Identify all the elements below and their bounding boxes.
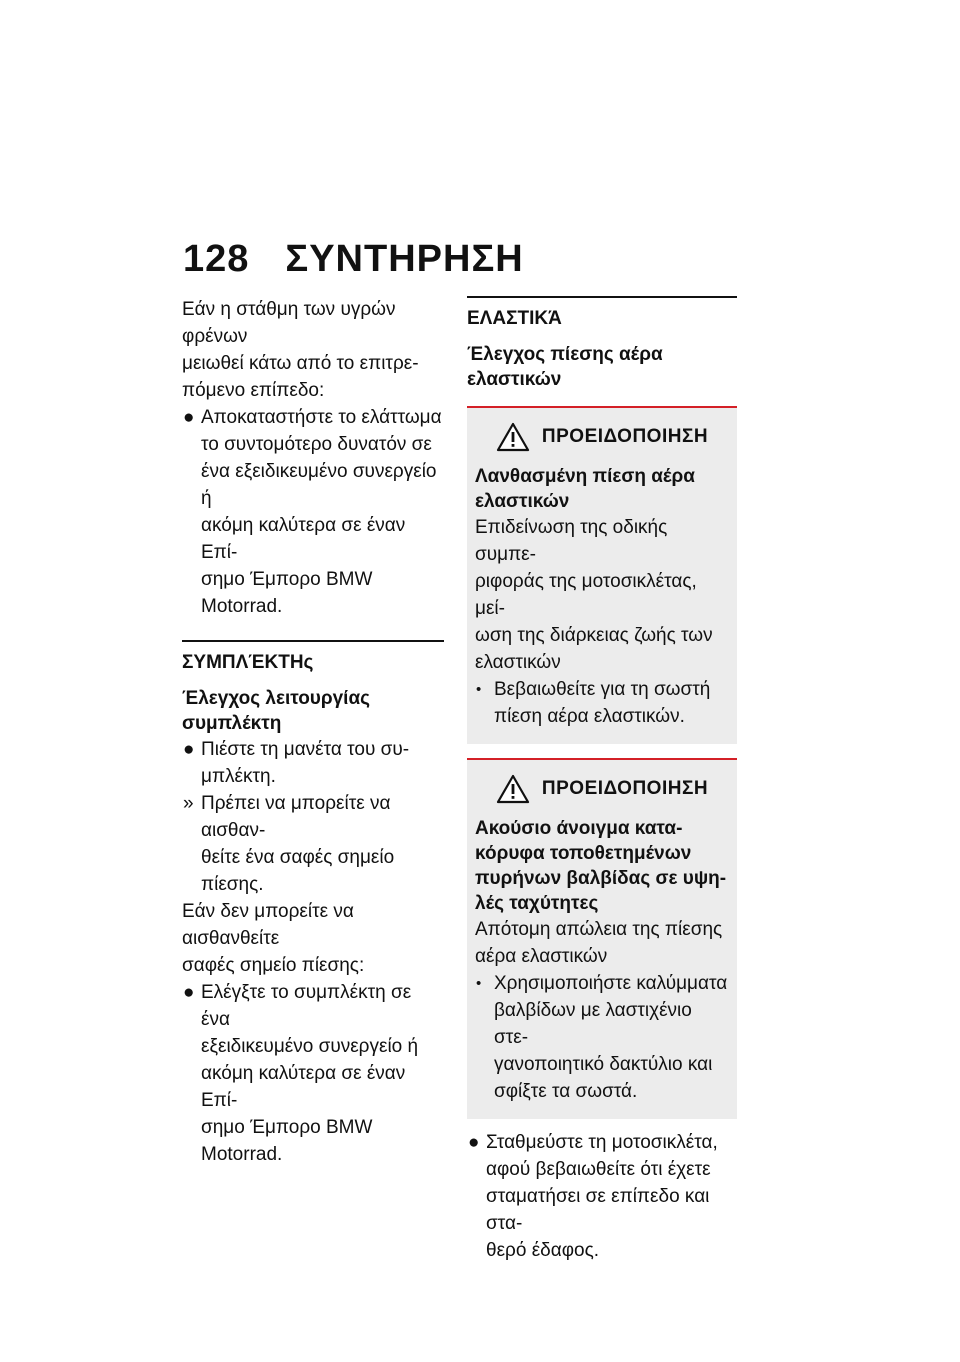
title-line: Λανθασμένη πίεση αέρα [475,466,695,487]
bullet-line: το συντομότερο δυνατόν σε [201,434,432,455]
bullet-line: Ελέγξτε το συμπλέκτη σε ένα [201,982,412,1030]
text-line: Επιδείνωση της οδικής συμπε- [475,517,668,565]
section-title-tyres: ΕΛΑΣΤΙΚΆ [467,296,737,332]
title-line: πυρήνων βαλβίδας σε υψη- [475,868,727,889]
result-line: θείτε ένα σαφές σημείο πίεσης. [201,847,395,895]
bullet-item [467,1129,737,1264]
bullet-line: ακόμη καλύτερα σε έναν Επί- [201,515,406,563]
bullet-icon: • [476,975,482,992]
text-line: ωση της διάρκειας ζωής των [475,625,713,646]
intro-line: μειωθεί κάτω από το επιτρε- [182,353,419,374]
note-line: σαφές σημείο πίεσης: [182,955,365,976]
bullet-line: βαλβίδων με λαστιχένιο στε- [494,1000,692,1048]
bullet-icon: • [476,681,482,698]
title-line: Έλεγχος λειτουργίας [182,688,371,709]
intro-line: πόμενο επίπεδο: [182,380,325,401]
bullet-line: σημο Έμπορο BMW Motorrad. [201,1117,373,1165]
result-line: Πρέπει να μπορείτε να αισθαν- [201,793,391,841]
warning-title [475,464,729,514]
warning-text [475,916,729,970]
bullet-line: ένα εξειδικευμένο συνεργείο ή [201,461,437,509]
title-line: ελαστικών [475,491,570,512]
bullet-line: Χρησιμοποιήστε καλύμματα [494,973,728,994]
warning-label: ΠΡΟΕΙΔΟΠΟΙΗΣΗ [541,778,709,799]
warning-header [475,422,729,452]
note-line: Εάν δεν μπορείτε να αισθανθείτε [182,901,354,949]
warning-header [475,774,729,804]
warning-text [475,514,729,676]
section-title-clutch: ΣΥΜΠΛΈΚΤΗς [182,640,444,676]
chapter-title: ΣΥΝΤΗΡΗΣΗ [285,238,524,280]
page-number: 128 [183,238,250,280]
bullet-line: αφού βεβαιωθείτε ότι έχετε [486,1159,711,1180]
left-column [182,296,444,1168]
title-line: λές ταχύτητες [475,893,599,914]
warning-box [467,758,737,1119]
bullet-line: Πιέστε τη μανέτα του συ- [201,739,410,760]
subsection-title [467,342,737,392]
bullet-icon: ● [183,739,195,760]
subsection-title [182,686,444,736]
page-header [183,240,524,278]
bullet-item [182,979,444,1168]
warning-box [467,406,737,744]
bullet-item [182,404,444,620]
bullet-line: Αποκαταστήστε το ελάττωμα [201,407,442,428]
bullet-line: Σταθμεύστε τη μοτοσικλέτα, [486,1132,718,1153]
bullet-icon: ● [183,982,195,1003]
bullet-line: Βεβαιωθείτε για τη σωστή [494,679,711,700]
warning-label: ΠΡΟΕΙΔΟΠΟΙΗΣΗ [541,426,709,447]
bullet-line: μπλέκτη. [201,766,276,787]
bullet-item [182,736,444,790]
result-item [182,790,444,898]
text-line: Απότομη απώλεια της πίεσης [475,919,723,940]
bullet-line: γανοποιητικό δακτύλιο και [494,1054,713,1075]
bullet-icon: ● [468,1132,480,1153]
bullet-line: πίεση αέρα ελαστικών. [494,706,685,727]
bullet-line: σημο Έμπορο BMW Motorrad. [201,569,373,617]
text-line: ελαστικών [475,652,561,673]
intro-text [182,296,444,404]
bullet-line: ακόμη καλύτερα σε έναν Επί- [201,1063,406,1111]
bullet-line: εξειδικευμένο συνεργείο ή [201,1036,419,1057]
warning-triangle-icon [496,774,530,804]
text-line: ριφοράς της μοτοσικλέτας, μεί- [475,571,697,619]
result-arrow-icon: » [183,793,194,814]
right-column [467,296,737,1264]
bullet-line: σφίξτε τα σωστά. [494,1081,638,1102]
bullet-item [475,676,729,730]
bullet-item [475,970,729,1105]
note-text [182,898,444,979]
title-line: Έλεγχος πίεσης αέρα [467,344,663,365]
bullet-icon: ● [183,407,195,428]
title-line: συμπλέκτη [182,713,282,734]
intro-line: Εάν η στάθμη των υγρών φρένων [182,299,396,347]
title-line: Ακούσιο άνοιγμα κατα- [475,818,683,839]
warning-title [475,816,729,916]
bullet-line: σταματήσει σε επίπεδο και στα- [486,1186,710,1234]
warning-triangle-icon [496,422,530,452]
bullet-line: θερό έδαφος. [486,1240,600,1261]
title-line: ελαστικών [467,369,562,390]
title-line: κόρυφα τοποθετημένων [475,843,692,864]
text-line: αέρα ελαστικών [475,946,608,967]
